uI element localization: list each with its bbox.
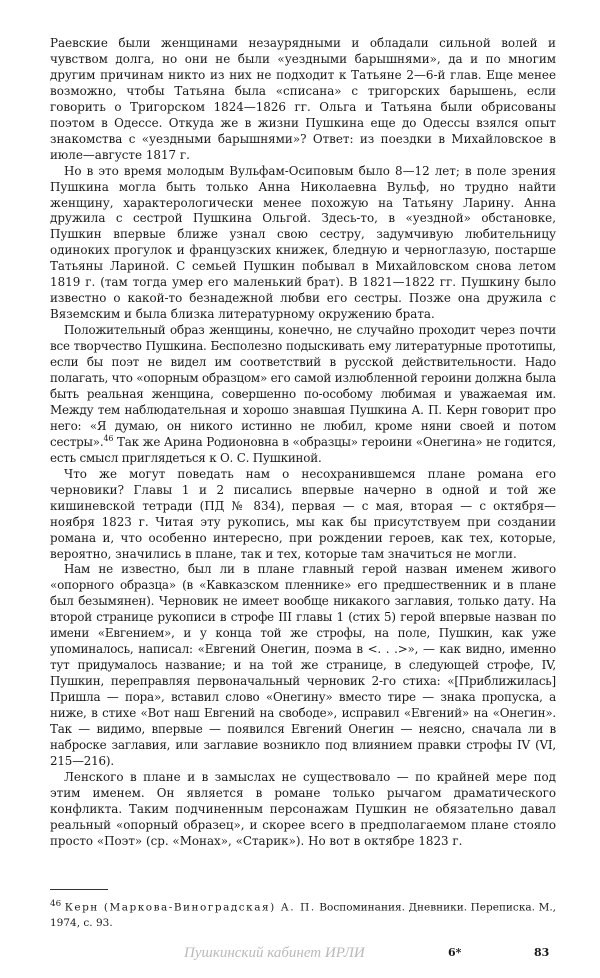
signature-mark: 6* — [448, 946, 462, 959]
paragraph-4: Что же могут поведать нам о несохранившемся плане романа его черновики? Главы 1 и 2 писались впервые начерно в одной и той же кишиневской тетради (ПД № 834), первая — с мая, вторая — с октября—ноября 1823 г. Читая эту рукопись, мы как бы присутствуем при создании романа и, что особенно интересно, при рождении героев, как тех, которые, вероятно, значились в плане, так и тех, которые там значиться не могли. — [50, 466, 556, 561]
footnote-ref: 46 — [103, 433, 114, 443]
page-number: 83 — [534, 946, 550, 959]
paragraph-3-tail: Так же Арина Родионовна в «образцы» героини «Онегина» не годится, есть смысл приглядеться к О. С. Пушкиной. — [50, 434, 556, 465]
paragraph-5: Нам не известно, был ли в плане главный герой назван именем живого «опорного образца» (в «Кавказском пленнике» его предшественник и в плане был безымянен). Черновик не имеет вообще никакого заглавия, только дату. На второй странице рукописи в строфе III главы 1 (стих 5) герой впервые назван по имени «Евгением», и у конца той же строфы, на поле, Пушкин, как уже упоминалось, написал: «Евгений Онегин, поэма в <. . .>», — как видно, именно тут придумалось название; и на той же странице, в следующей строфе, IV, Пушкин, переправляя первоначальный черновик 2-го стиха: «[Приближилась] Пришла — пора», вставил слово «Онегину» вместо тире — знака пропуска, а ниже, в стихе «Вот наш Евгений на свободе», исправил «Евгений» на «Онегин». Так — видимо, впервые — появился Евгений Онегин — неясно, сначала ли в наброске заглавия, или заглавие возникло под влиянием правки строфы IV (VI, 215—216). — [50, 562, 556, 768]
footnote-text: Воспоминания. Дневники. Переписка. М., 1974, с. 93. — [50, 901, 556, 929]
footnote-author: Керн (Маркова-Виноградская) А. П. — [64, 901, 316, 914]
paragraph-2: Но в это время молодым Вульфам-Осиповым было 8—12 лет; в поле зрения Пушкина могла быть только Анна Николаевна Вульф, но трудно найти женщину, характерологически менее похожую на Татьяну Ларину. Анна дружила с сестрой Пушкина Ольгой. Здесь-то, в «уездной» обстановке, Пушкин впервые ближе узнал свою сестру, задумчивую любительницу одиноких прогулок и французских книжек, бледную и черноглазую, постарше Татьяны Лариной. С семьей Пушкин побывал в Михайловском снова летом 1819 г. (там тогда умер его маленький брат). В 1821—1822 гг. Пушкину было известно о какой-то безнадежной любви его сестры. Позже она дружила с Вяземским и была близка литературному окружению брата. — [50, 163, 556, 322]
footnote-divider — [50, 889, 108, 890]
library-watermark: Пушкинский кабинет ИРЛИ — [184, 945, 365, 961]
paragraph-3 — [50, 323, 556, 467]
paragraph-6: Ленского в плане и в замыслах не существовало — по крайней мере под этим именем. Он является в романе только рычагом драматического конфликта. Таким подчиненным персонажам Пушкин не обязательно давал реальный «опорный образец», и скорее всего в предполагаемом плане стояло просто «Поэт» (ср. «Монах», «Старик»). Но вот в октябре 1823 г. — [50, 769, 556, 848]
main-text — [50, 36, 556, 850]
paragraph-3-text: Положительный образ женщины, конечно, не случайно проходит через почти все творчество Пушкина. Бесполезно подыскивать ему литературные прототипы, если бы поэт не видел им соответствий в русской действительности. Надо полагать, что «опорным образцом» его самой излюбленной героини должна была быть реальная женщина, совершенно по-особому любимая и уважаемая им. Между тем наблюдательная и хорошо знавшая Пушкина А. П. Керн говорит про него: «Я думаю, он никого истинно не любил, кроме няни своей и потом сестры». — [50, 323, 556, 449]
paragraph-1: Раевские были женщинами незаурядными и обладали сильной волей и чувством долга, но они не были «уездными барышнями», да и по многим другим причинам никто из них не подходит к Татьяне 2—6-й глав. Еще менее возможно, чтобы Татьяна была «списана» с тригорских барышень, если говорить о Тригорском 1824—1826 гг. Ольга и Татьяна были обрисованы поэтом в Одессе. Откуда же в жизни Пушкина еще до Одессы взялся опыт знакомства с «уездными барышнями»? Ответ: из поездки в Михайловское в июле—августе 1817 г. — [50, 36, 556, 162]
footnote-number: 46 — [50, 899, 62, 909]
footnote — [50, 897, 556, 931]
